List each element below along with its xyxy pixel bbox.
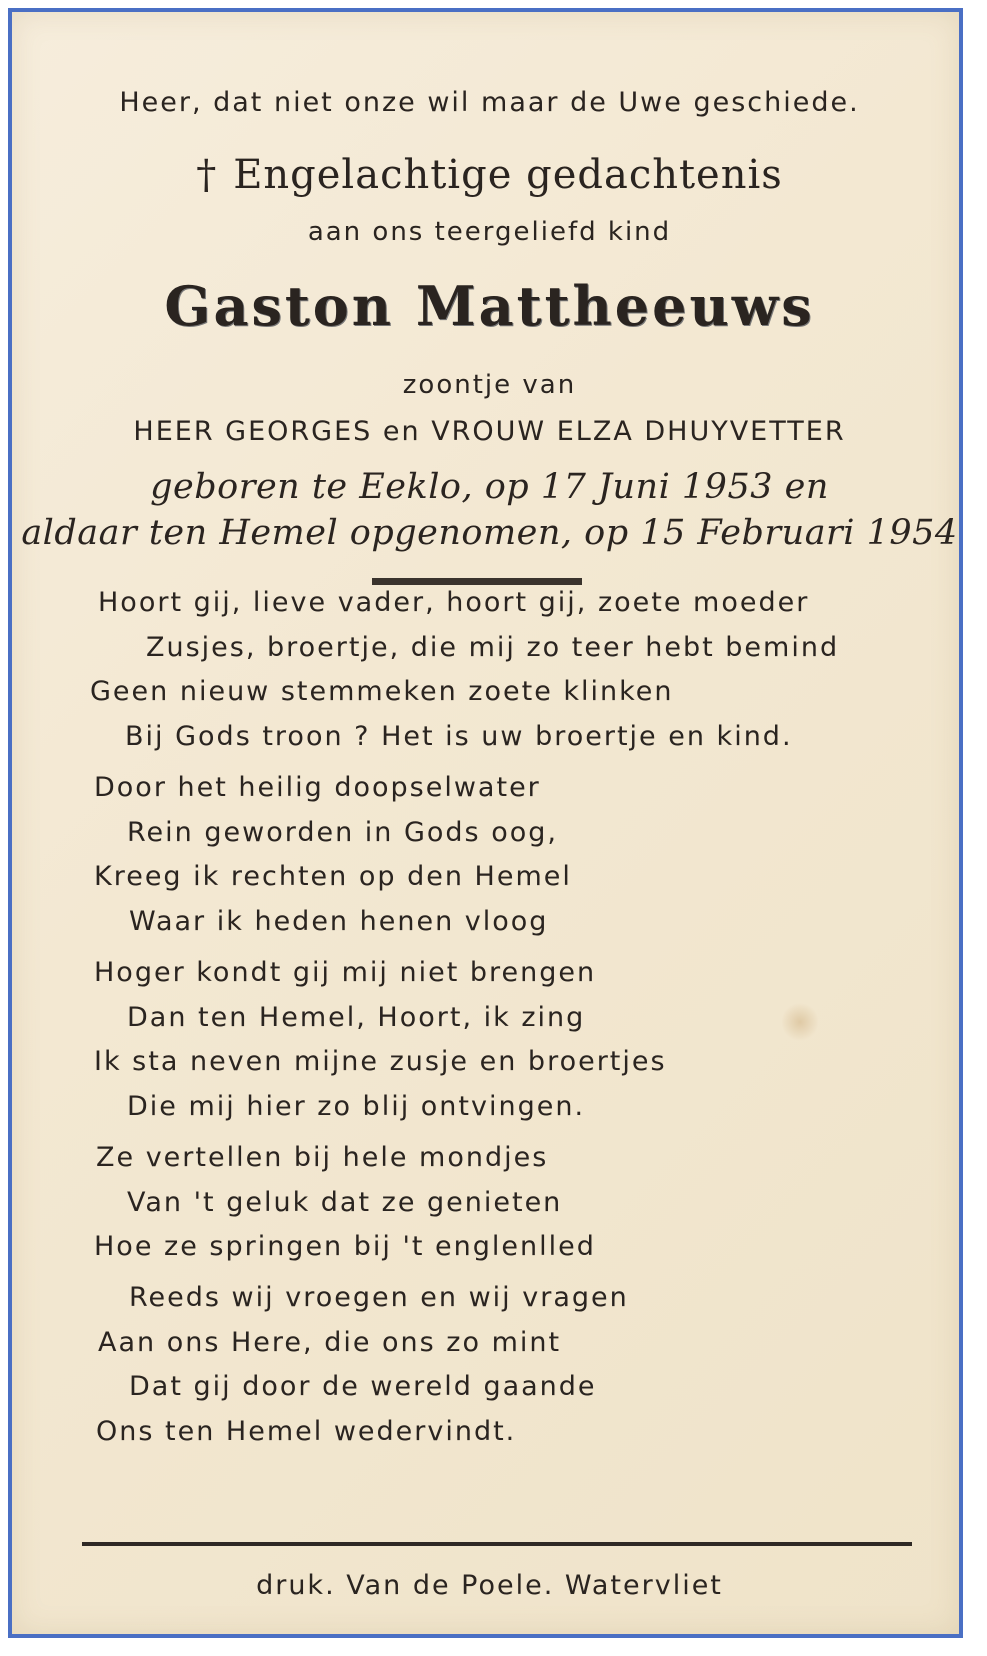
parents-line: HEER GEORGES en VROUW ELZA DHUYVETTER xyxy=(133,416,846,447)
poem-line: Hoort gij, lieve vader, hoort gij, zoete moeder xyxy=(98,587,810,618)
poem-line: Aan ons Here, die ons zo mint xyxy=(98,1327,562,1358)
poem-line: Waar ik heden henen vloog xyxy=(129,906,549,937)
memorial-heading xyxy=(12,152,967,198)
memorial-card xyxy=(8,8,963,1638)
memorial-heading-text: Engelachtige gedachtenis xyxy=(233,152,783,198)
poem-line: Van 't geluk dat ze genieten xyxy=(127,1187,563,1218)
poem-line: Ons ten Hemel wedervindt. xyxy=(96,1416,517,1447)
poem-line: Reeds wij vroegen en wij vragen xyxy=(129,1282,629,1313)
died-line: aldaar ten Hemel opgenomen, op 15 Februari 1954 xyxy=(21,513,958,553)
deceased-name: Gaston Mattheeuws xyxy=(164,274,815,338)
poem-line: Door het heilig doopselwater xyxy=(94,772,541,803)
born-line: geboren te Eeklo, op 17 Juni 1953 en xyxy=(150,467,829,507)
poem-line: Dat gij door de wereld gaande xyxy=(129,1371,597,1402)
poem-line: Geen nieuw stemmeken zoete klinken xyxy=(90,676,674,707)
son-of-line: zoontje van xyxy=(402,370,577,400)
poem-line: Hoe ze springen bij 't englenlled xyxy=(94,1231,596,1262)
paper-stain xyxy=(782,1002,818,1042)
long-divider xyxy=(82,1542,912,1546)
poem-line: Bij Gods troon ? Het is uw broertje en kind. xyxy=(125,721,793,752)
poem-line: Ik sta neven mijne zusje en broertjes xyxy=(94,1046,667,1077)
printer-credit: druk. Van de Poele. Watervliet xyxy=(256,1570,723,1601)
kind-line: aan ons teergeliefd kind xyxy=(307,217,672,247)
poem-line: Dan ten Hemel, Hoort, ik zing xyxy=(127,1002,586,1033)
top-prayer: Heer, dat niet onze wil maar de Uwe geschiede. xyxy=(119,87,860,118)
poem-line: Kreeg ik rechten op den Hemel xyxy=(94,861,572,892)
poem-line: Die mij hier zo blij ontvingen. xyxy=(127,1091,586,1122)
cross-icon: † xyxy=(196,152,218,198)
short-divider xyxy=(372,578,582,585)
poem-line: Rein geworden in Gods oog, xyxy=(127,817,558,848)
poem-line: Ze vertellen bij hele mondjes xyxy=(96,1142,549,1173)
poem-line: Hoger kondt gij mij niet brengen xyxy=(94,957,597,988)
poem-line: Zusjes, broertje, die mij zo teer hebt bemind xyxy=(146,632,840,663)
